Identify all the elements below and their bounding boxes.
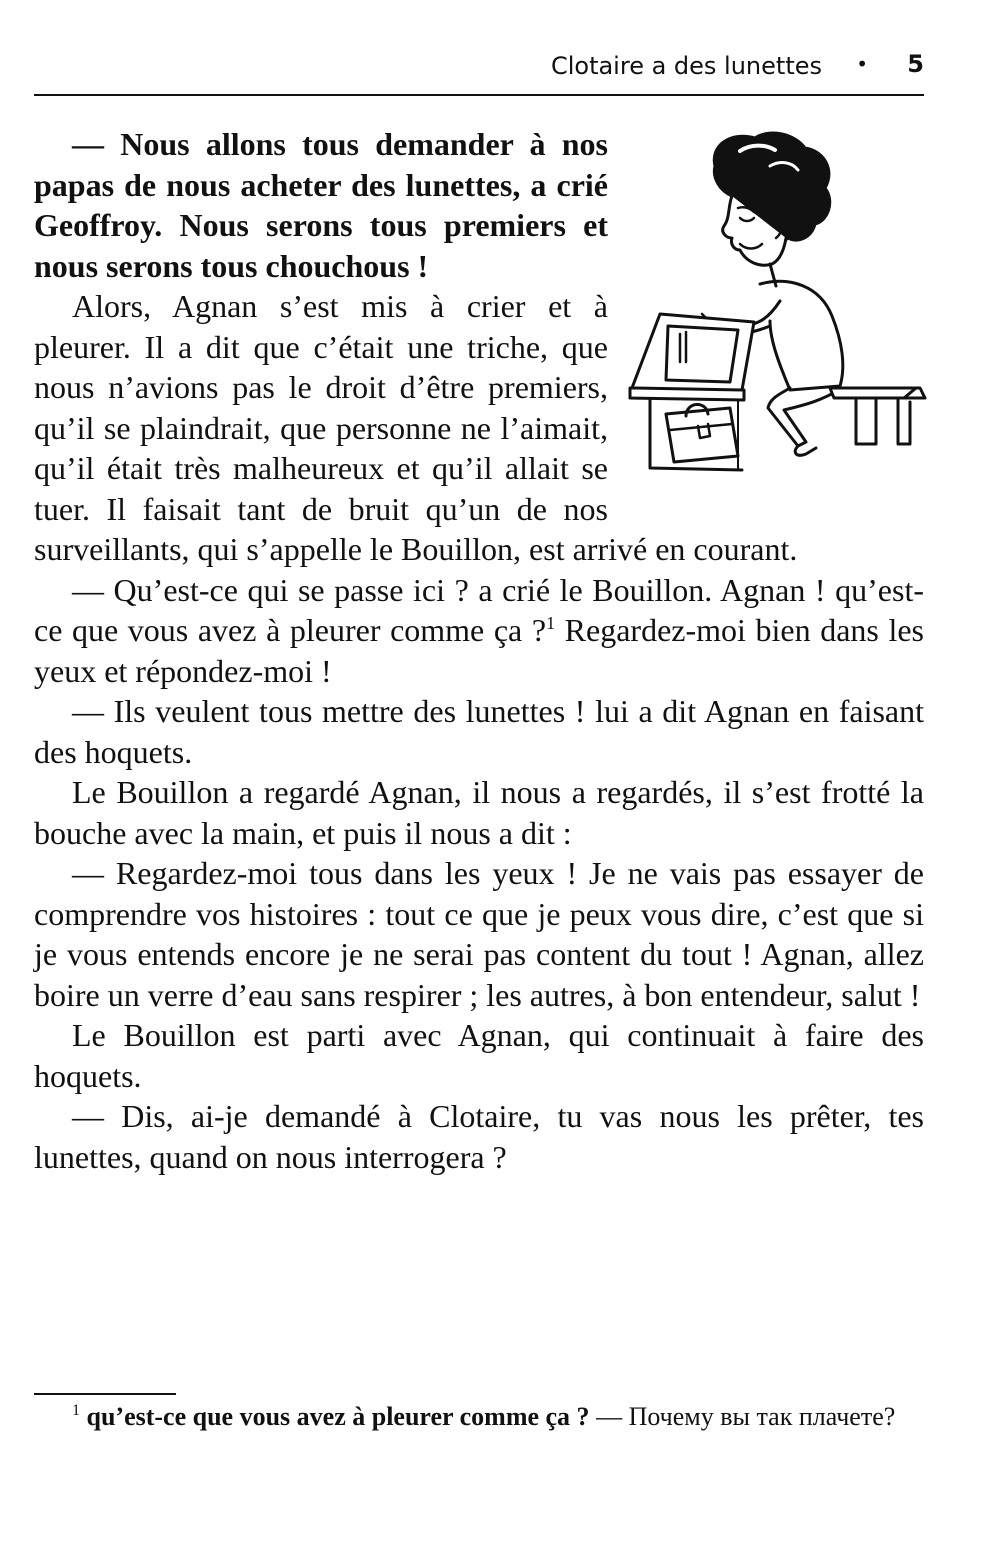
- footnote-phrase: qu’est-ce que vous avez à pleurer comme ça ?: [86, 1402, 590, 1431]
- paragraph: — Nous allons tous demander à nos papas de nous acheter des lunettes, a crié Geoffroy. Nous serons tous premiers et nous serons tous chouchous !: [34, 126, 608, 284]
- paragraph: — Ils veulent tous mettre des lunettes ! lui a dit Agnan en faisant des hoquets.: [34, 693, 924, 770]
- paragraph: Le Bouillon a regardé Agnan, il nous a regardés, il s’est frotté la bouche avec la main, et puis il nous a dit :: [34, 774, 924, 851]
- header-bullet: •: [856, 52, 868, 76]
- paragraph: — Dis, ai-je demandé à Clotaire, tu vas nous les prêter, tes lunettes, quand on nous interrogera ?: [34, 1098, 924, 1175]
- header-rule: [34, 94, 924, 96]
- footnote-translation: — Почему вы так плачете?: [589, 1402, 896, 1431]
- illustration-spacer: [608, 124, 924, 508]
- chapter-title: Clotaire a des lunettes: [550, 52, 822, 80]
- paragraph: Alors, Agnan s’est mis à crier et à pleurer. Il a dit que c’était une triche, que nous n’avions pas le droit d’être premiers, qu’il se plaindrait, que personne ne l’aimait, qu’il était très malheureux et qu’il allait se tuer. Il faisait tant de bruit qu’un de nos surveillants, qui s’appelle le Bouillon, est arrivé en courant.: [34, 288, 798, 567]
- main-text: [34, 124, 924, 1177]
- paragraph-text: — Qu’est-ce qui se passe ici ? a crié le Bouillon. Agnan ! qu’est-ce que vous avez à pleurer comme ça ?: [34, 571, 924, 648]
- paragraph: [34, 570, 924, 692]
- footnote-reference: 1: [546, 613, 556, 633]
- running-header: [34, 48, 924, 88]
- paragraph: Le Bouillon est parti avec Agnan, qui continuait à faire des hoquets.: [34, 1017, 924, 1094]
- footnote-rule: [34, 1393, 176, 1395]
- paragraph-text: Regardez-moi bien dans les yeux et répondez-moi !: [34, 612, 924, 689]
- footnote-number: 1: [72, 1402, 80, 1419]
- paragraph: — Regardez-moi tous dans les yeux ! Je ne vais pas essayer de comprendre vos histoires : tout ce que je peux vous dire, c’est que si je vous entends encore je ne serai pas content du tout ! Agnan, allez boire un verre d’eau sans respirer ; les autres, à bon entendeur, salut !: [34, 855, 924, 1013]
- page-number: 5: [907, 50, 924, 78]
- footnote: [34, 1400, 924, 1434]
